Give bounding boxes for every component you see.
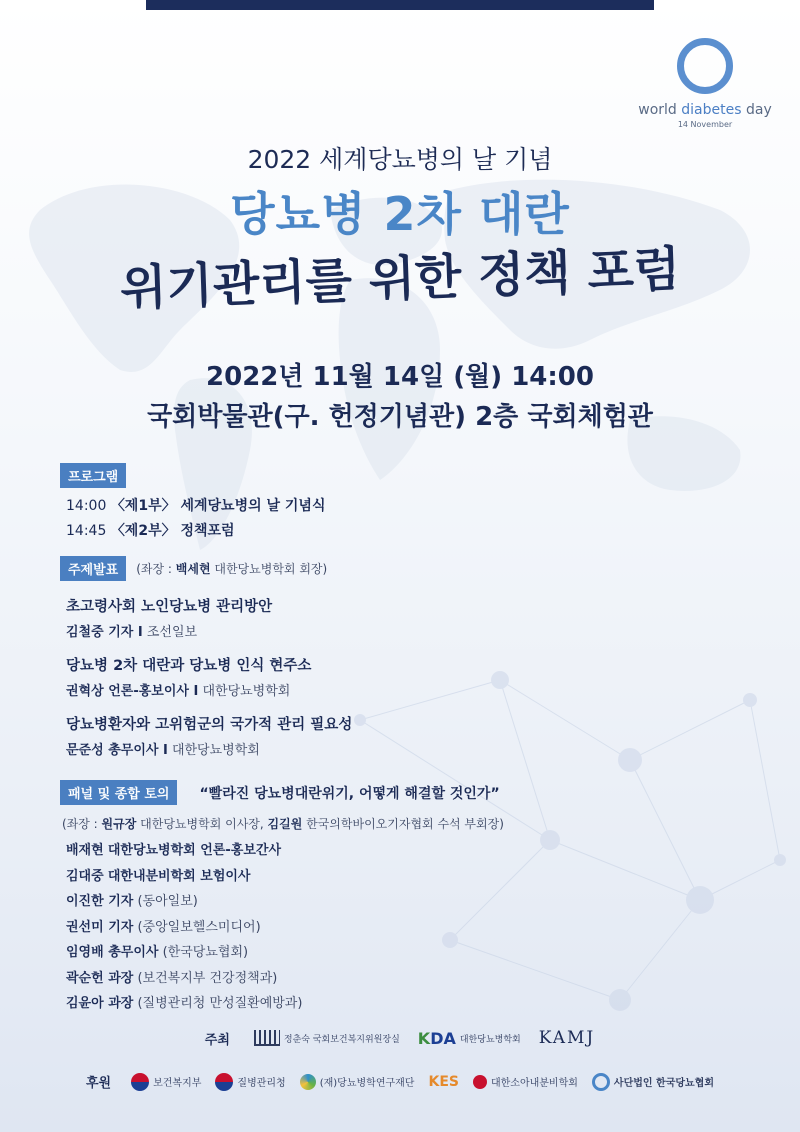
program-content — [60, 463, 760, 1017]
sponsor-logo-kda-assoc: 사단법인 한국당뇨협회 — [592, 1073, 714, 1091]
panel-member: 권선미 기자 (중앙일보헬스미디어) — [66, 919, 261, 935]
program-item: 14:45 〈제2부〉 정책포럼 — [66, 523, 235, 539]
panel-section — [60, 780, 760, 805]
sponsor-logo-kspe: 대한소아내분비학회 — [473, 1074, 578, 1089]
talks-section — [60, 556, 760, 581]
title-line-1: 당뇨병 2차 대란 — [230, 187, 570, 241]
national-assembly-icon — [254, 1030, 280, 1046]
taeguk-icon — [131, 1073, 149, 1091]
sponsor-logo-kes: KES — [428, 1073, 459, 1090]
talk-item — [60, 595, 760, 640]
talk-title: 당뇨병환자와 고위험군의 국가적 관리 필요성 — [66, 717, 353, 733]
event-datetime: 2022년 11월 14일 (월) 14:00 — [206, 362, 594, 392]
wdd-logo-text: world diabetes day — [638, 102, 772, 118]
panel-member: 김대중 대한내분비학회 보험이사 — [66, 868, 251, 884]
kspe-emblem-icon — [473, 1075, 487, 1089]
sponsor-logo-mohw: 보건복지부 — [131, 1073, 201, 1091]
talk-item — [60, 713, 760, 758]
sponsor-logo-foundation: (재)당뇨병학연구재단 — [300, 1074, 415, 1090]
panel-member: 이진한 기자 (동아일보) — [66, 894, 198, 909]
wdd-logo-date: 14 November — [677, 120, 733, 129]
talks-chair: (좌장 : 백세현 대한당뇨병학회 회장) — [136, 562, 328, 576]
panel-topic: “빨라진 당뇨병대란위기, 어떻게 해결할 것인가” — [199, 785, 500, 802]
blue-ring-icon — [592, 1073, 610, 1091]
hosts-row — [0, 1028, 800, 1048]
taeguk-icon — [215, 1073, 233, 1091]
title-line-2: 위기관리를 위한 정책 포럼 — [119, 241, 682, 317]
talk-speaker: 김철중 기자 I 조선일보 — [66, 625, 198, 640]
sponsors-label: 후원 — [85, 1076, 112, 1091]
top-bar — [146, 0, 654, 10]
panel-member: 김윤아 과장 (질병관리청 만성질환예방과) — [66, 996, 303, 1011]
blue-circle-icon — [677, 38, 733, 94]
panel-tag: 패널 및 종합 토의 — [60, 780, 177, 805]
host-logo-kda: KDA 대한당뇨병학회 — [417, 1028, 521, 1048]
hosts-label: 주최 — [204, 1032, 230, 1048]
event-subtitle: 2022 세계당뇨병의 날 기념 — [247, 145, 553, 174]
talk-speaker: 문준성 총무이사 I 대한당뇨병학회 — [66, 743, 260, 758]
program-item: 14:00 〈제1부〉 세계당뇨병의 날 기념식 — [66, 498, 326, 514]
panel-member: 임영배 총무이사 (한국당뇨협회) — [66, 945, 249, 960]
talk-title: 초고령사회 노인당뇨병 관리방안 — [66, 599, 273, 615]
talk-item — [60, 654, 760, 699]
talk-speaker: 권혁상 언론-홍보이사 I 대한당뇨병학회 — [66, 684, 291, 699]
sponsor-logo-kdca: 질병관리청 — [215, 1073, 285, 1091]
panel-member: 곽순헌 과장 (보건복지부 건강정책과) — [66, 970, 278, 986]
kda-logo-icon: KDA — [417, 1028, 456, 1048]
talk-title: 당뇨병 2차 대란과 당뇨병 인식 현주소 — [66, 658, 312, 674]
program-list — [60, 494, 760, 544]
talks-tag: 주제발표 — [60, 556, 126, 581]
host-logo-assembly: 정춘숙 국회보건복지위원장실 — [254, 1030, 400, 1046]
event-venue: 국회박물관(구. 헌정기념관) 2층 국회체험관 — [147, 402, 653, 432]
program-section — [60, 463, 760, 488]
program-tag: 프로그램 — [60, 463, 126, 488]
panel-chairs: (좌장 : 원규장 대한당뇨병학회 이사장, 김길원 한국의학바이오기자협회 수석 부회장) — [62, 817, 504, 831]
panel-member: 배재현 대한당뇨병학회 언론-홍보간사 — [66, 843, 282, 858]
panel-members — [60, 838, 760, 1017]
host-logo-kamj: KAMJ — [538, 1028, 596, 1048]
foundation-swirl-icon — [300, 1074, 316, 1090]
world-diabetes-day-logo — [630, 38, 780, 129]
sponsors-row — [0, 1072, 800, 1091]
